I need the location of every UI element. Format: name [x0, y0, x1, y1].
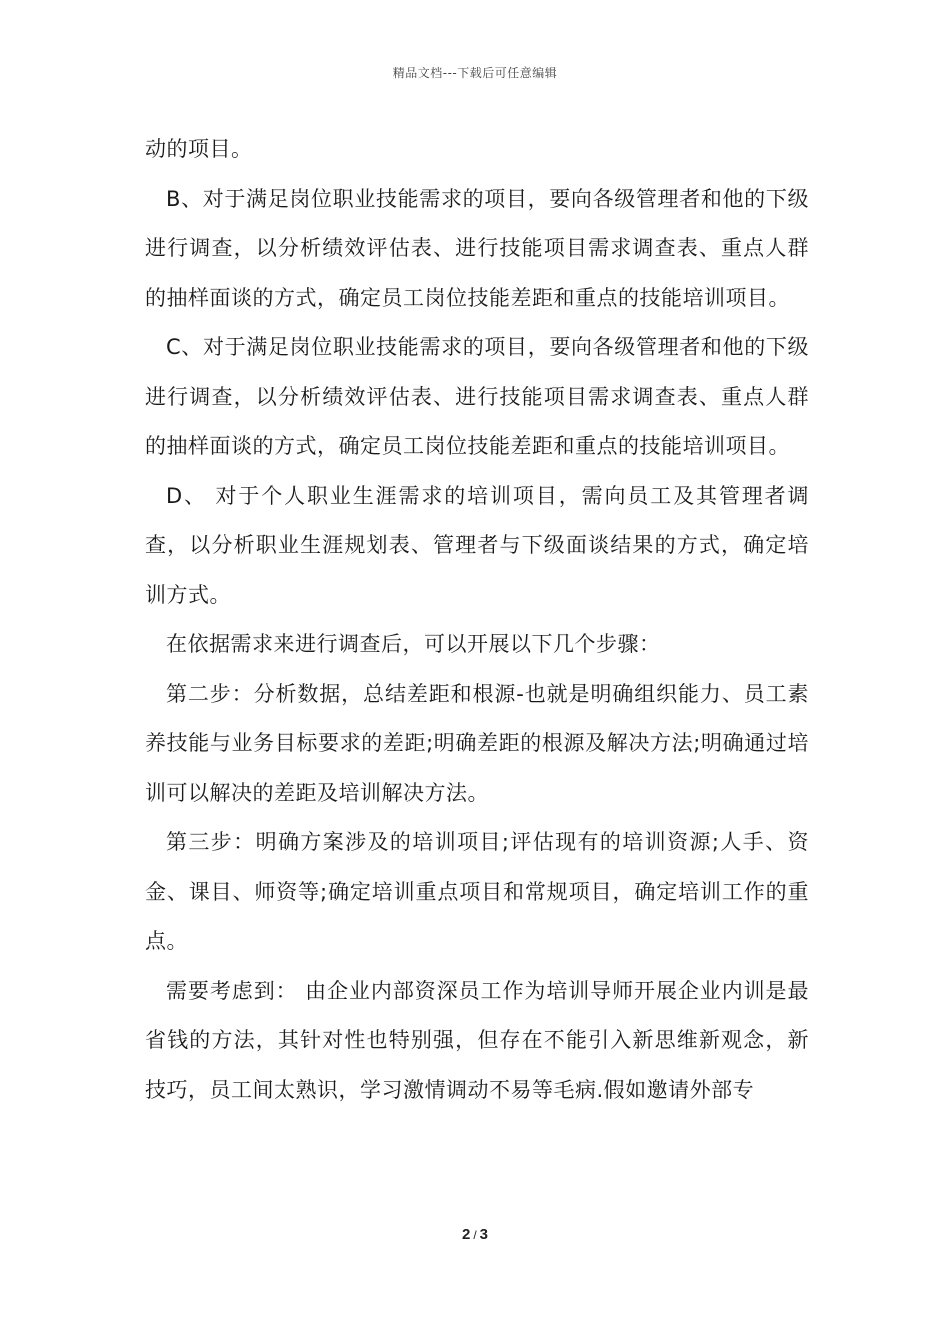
document-body: [145, 125, 809, 1115]
page-separator: /: [473, 1228, 477, 1242]
current-page-number: 2: [461, 1226, 471, 1243]
paragraph-item-b: B、对于满足岗位职业技能需求的项目，要向各级管理者和他的下级进行调查，以分析绩效评估表、进行技能项目需求调查表、重点人群的抽样面谈的方式，确定员工岗位技能差距和重点的技能培训项目。: [145, 186, 809, 310]
page-number: [0, 1226, 950, 1243]
paragraph-item-c: C、对于满足岗位职业技能需求的项目，要向各级管理者和他的下级进行调查，以分析绩效评估表、进行技能项目需求调查表、重点人群的抽样面谈的方式，确定员工岗位技能差距和重点的技能培训项目。: [145, 335, 809, 458]
paragraph-continuation: 动的项目。: [145, 137, 253, 161]
paragraph-considerations: 需要考虑到： 由企业内部资深员工作为培训导师开展企业内训是最省钱的方法，其针对性也特别强，但存在不能引入新思维新观念，新技巧，员工间太熟识，学习激情调动不易等毛病.假如邀请外部专: [145, 978, 809, 1102]
paragraph-survey-steps: 在依据需求来进行调查后，可以开展以下几个步骤：: [166, 632, 661, 656]
paragraph-step-three: 第三步：明确方案涉及的培训项目;评估现有的培训资源;人手、资金、课目、师资等;确定培训重点项目和常规项目，确定培训工作的重点。: [145, 830, 809, 953]
total-page-count: 3: [479, 1226, 489, 1243]
page-header: 精品文档---下载后可任意编辑: [392, 66, 558, 80]
paragraph-item-d: D、 对于个人职业生涯需求的培训项目，需向员工及其管理者调查，以分析职业生涯规划表、管理者与下级面谈结果的方式，确定培训方式。: [145, 483, 809, 607]
paragraph-step-two: 第二步：分析数据，总结差距和根源-也就是明确组织能力、员工素养技能与业务目标要求的差距;明确差距的根源及解决方法;明确通过培训可以解决的差距及培训解决方法。: [145, 681, 809, 805]
